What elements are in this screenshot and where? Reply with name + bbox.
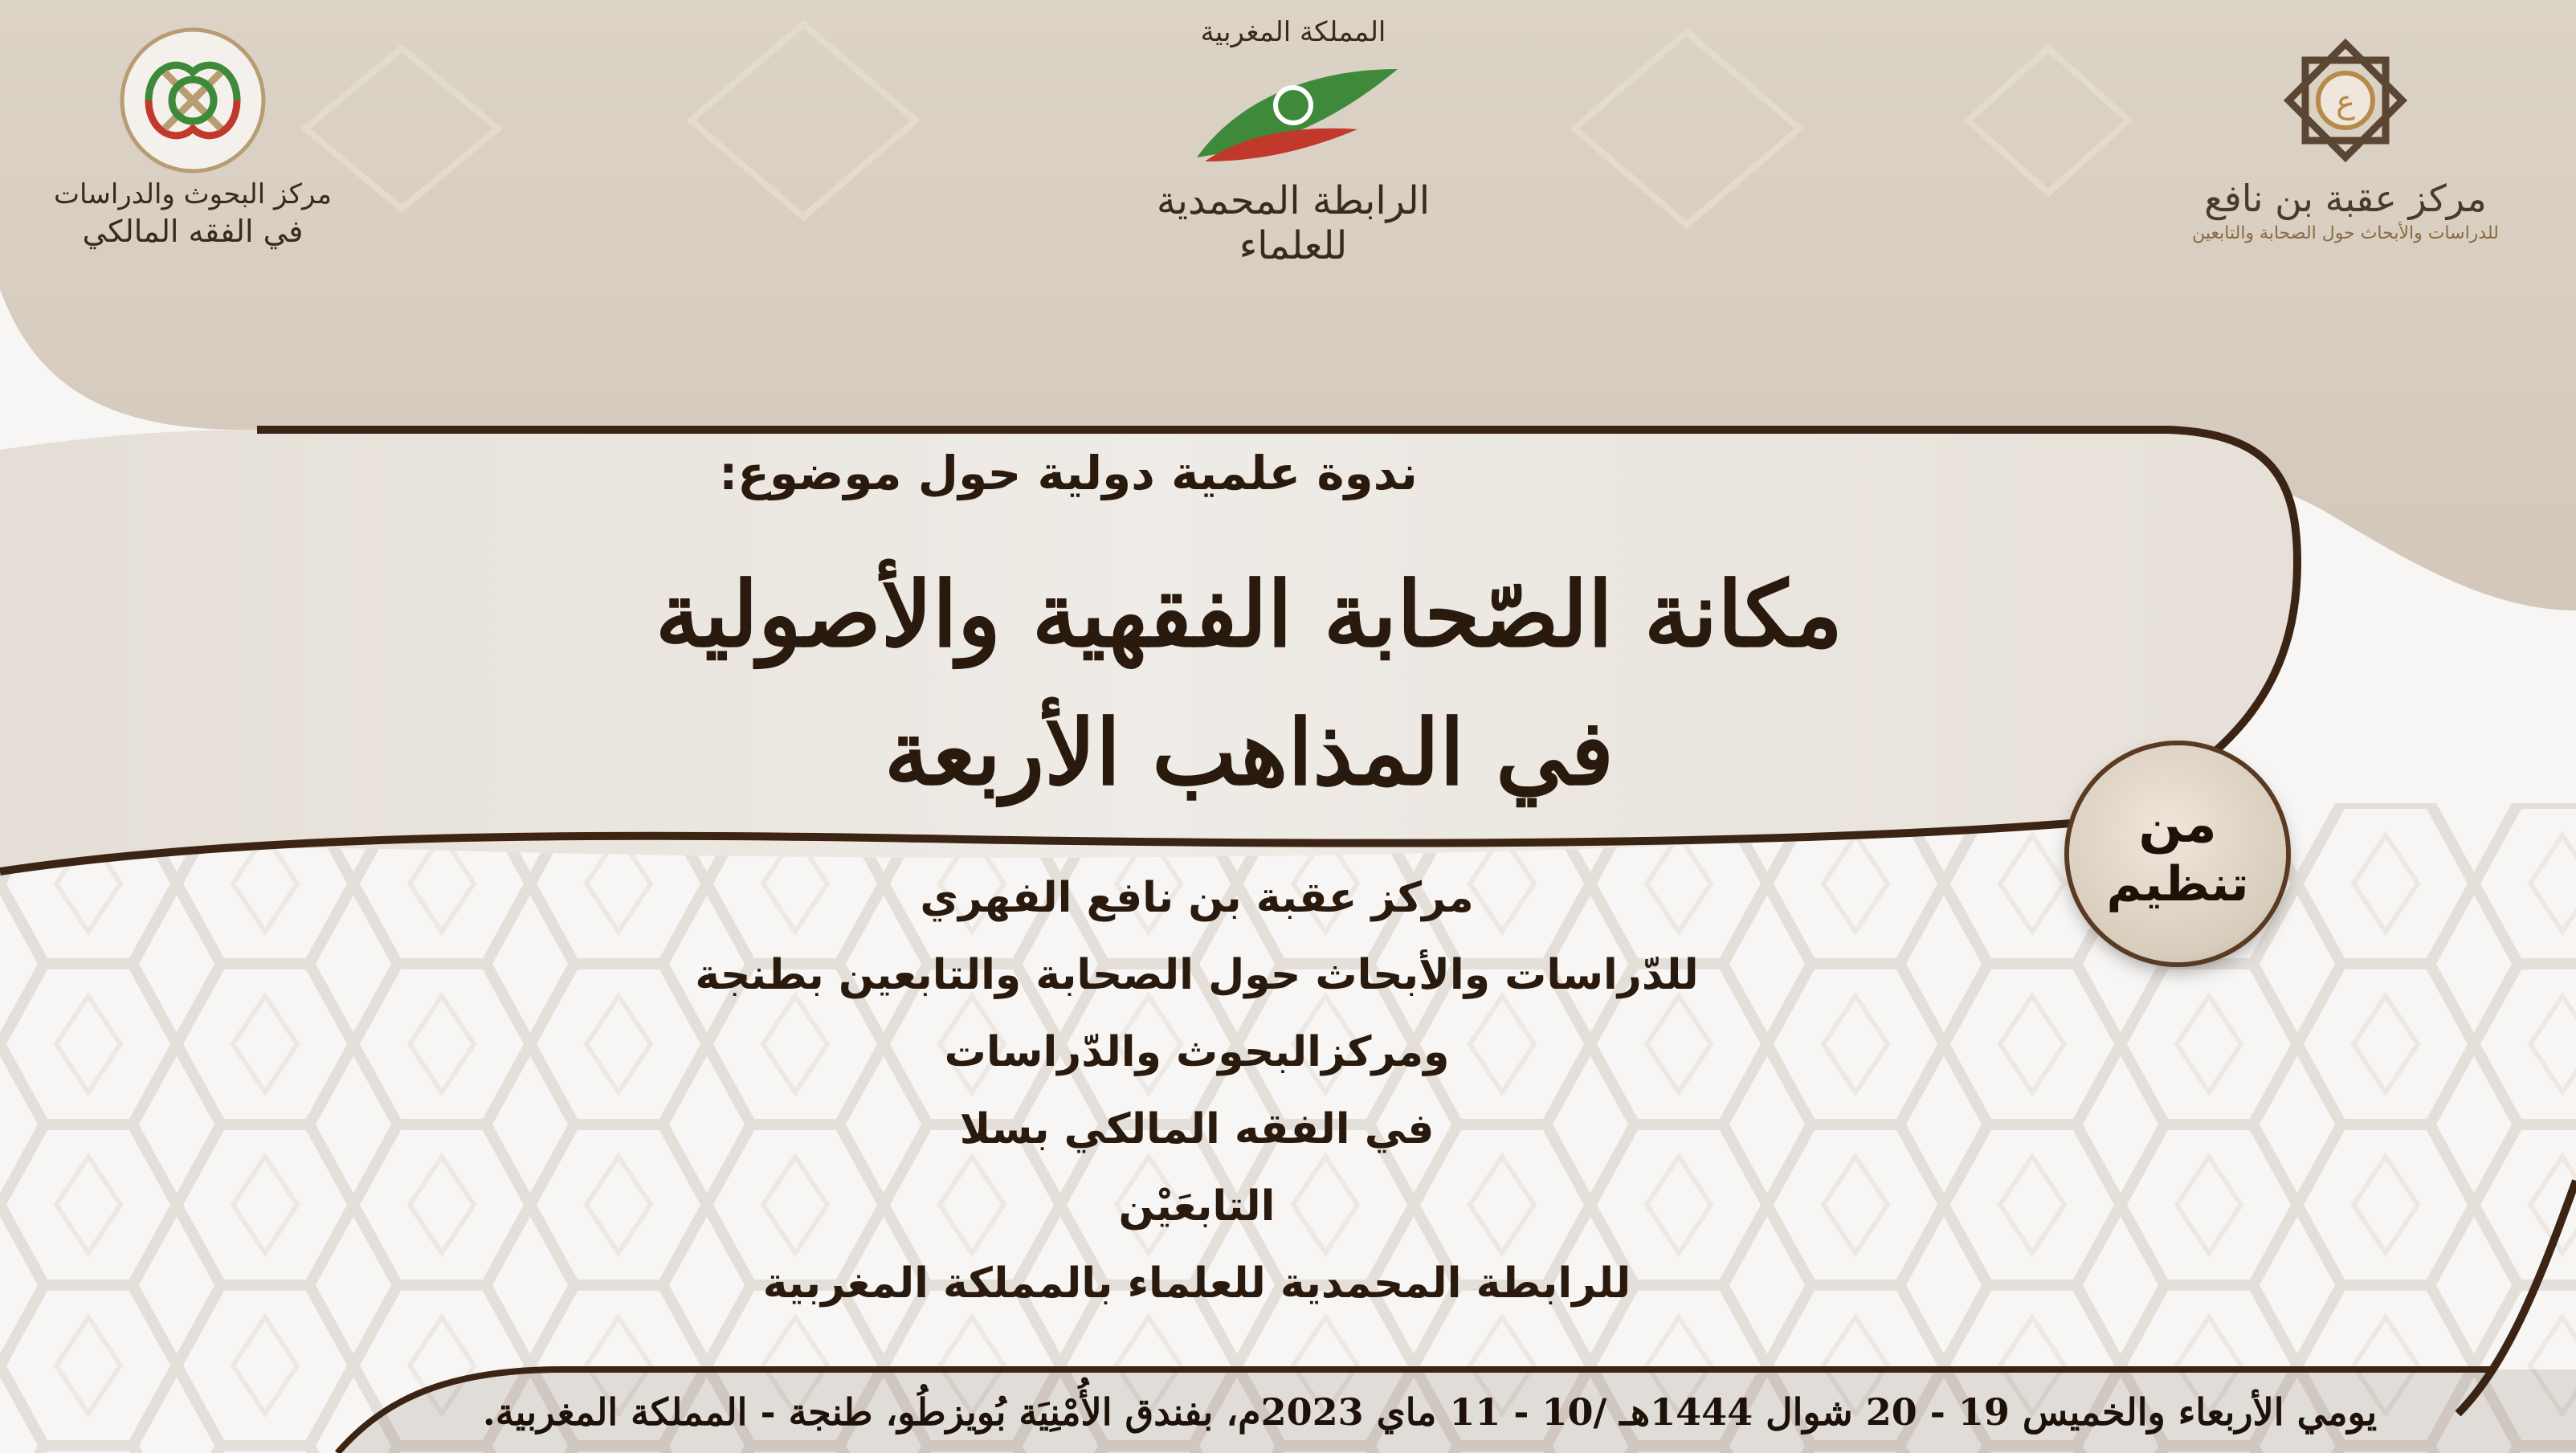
title-line-2: في المذاهب الأربعة [884, 700, 1615, 806]
title-line-1: مكانة الصّحابة الفقهية والأصولية [655, 562, 1843, 667]
right-logo-line2: للدراسات والأبحاث حول الصحابة والتابعين [2192, 223, 2499, 243]
oqba-center-logo [2169, 24, 2522, 243]
knot-emblem-icon [116, 24, 269, 177]
rabita-logo [1108, 16, 1478, 268]
research-center-logo [48, 24, 337, 251]
badge-line-2: تنظيم [2106, 856, 2249, 912]
organized-by-badge [2069, 745, 2286, 962]
rabita-name: الرابطة المحمدية للعلماء [1156, 178, 1431, 268]
event-date-location: يومي الأربعاء والخميس 19 - 20 شوال 1444هـ /10 - 11 ماي 2023م، بفندق الأُمْنِيَة بُويزطُو، طنجة - المملكة المغربية. [482, 1390, 2378, 1434]
conference-title [450, 546, 2048, 822]
organizer-line: مركز عقبة بن نافع الفهري [920, 874, 1474, 922]
svg-text:ع: ع [2336, 84, 2355, 120]
left-logo-line1: مركز البحوث والدراسات [54, 178, 332, 210]
organizers-list [562, 859, 1831, 1322]
organizer-line: في الفقه المالكي بسلا [959, 1105, 1435, 1153]
star-emblem-icon [2269, 24, 2422, 177]
kingdom-label: المملكة المغربية [1200, 16, 1386, 48]
conference-subtitle: ندوة علمية دولية حول موضوع: [719, 446, 1418, 500]
organizer-line: للرابطة المحمدية للعلماء بالمملكة المغربية [762, 1259, 1631, 1308]
left-logo-line2: في الفقه المالكي [82, 214, 304, 249]
badge-line-1: من [2138, 795, 2217, 855]
quill-emblem-icon [1173, 53, 1414, 173]
right-logo-line1: مركز عقبة بن نافع [2204, 177, 2487, 220]
organizer-line: ومركزالبحوث والدّراسات [944, 1028, 1450, 1076]
organizer-line: التابعَيْن [1118, 1182, 1276, 1231]
organizer-line: للدّراسات والأبحاث حول الصحابة والتابعين بطنجة [695, 951, 1699, 999]
